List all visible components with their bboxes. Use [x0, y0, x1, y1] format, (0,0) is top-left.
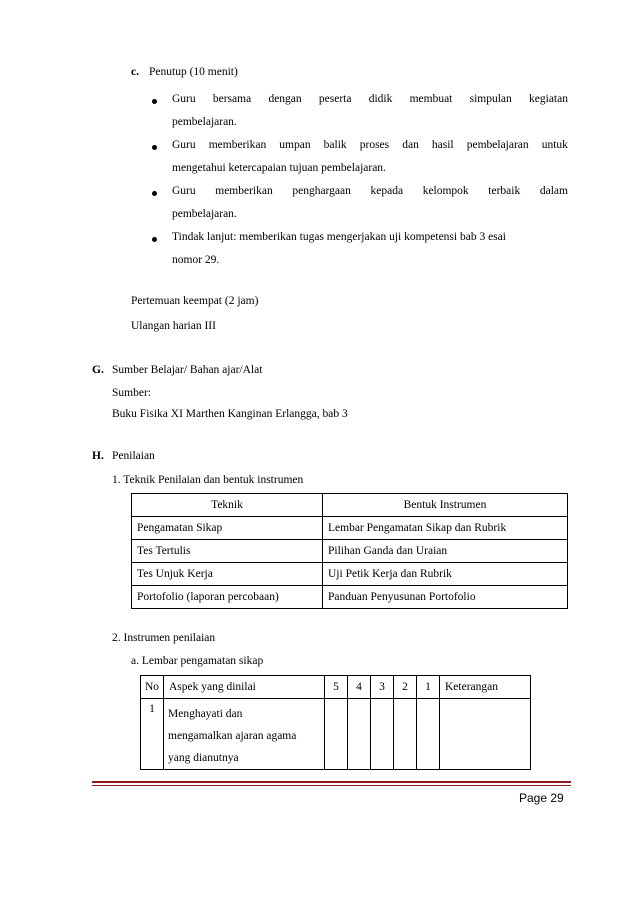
word: dan [402, 139, 419, 151]
table-header-cell: No [141, 676, 164, 699]
word: untuk [541, 139, 568, 151]
word: Guru [172, 185, 196, 197]
word: terbaik [488, 185, 521, 197]
table-header-cell: 5 [325, 676, 348, 699]
bullet-icon [152, 237, 157, 242]
table-cell: Portofolio (laporan percobaan) [132, 586, 323, 609]
footer-divider-thin [92, 785, 571, 786]
word: penghargaan [292, 185, 351, 197]
word: Guru [172, 93, 196, 105]
word: kelompok [422, 185, 469, 197]
word: balik [323, 139, 347, 151]
table-header-row [132, 494, 568, 517]
table-cell: Pilihan Ganda dan Uraian [323, 540, 568, 563]
bullet-3-line2: pembelajaran. [172, 208, 237, 220]
aspek-line: mengamalkan ajaran agama [168, 730, 297, 742]
word: dengan [268, 93, 302, 105]
word: memberikan [215, 185, 273, 197]
item-2-heading: 2. Instrumen penilaian [112, 632, 216, 644]
table-cell: Pengamatan Sikap [132, 517, 323, 540]
table-row [132, 563, 568, 586]
bullet-4-line1: Tindak lanjut: memberikan tugas mengerjakan uji kompetensi bab 3 esai [172, 231, 506, 243]
table-row [141, 699, 531, 770]
aspek-line: yang dianutnya [168, 752, 239, 764]
footer-divider [92, 781, 571, 783]
word: kegiatan [529, 93, 568, 105]
section-h-title: Penilaian [112, 450, 155, 462]
sikap-table [140, 675, 531, 770]
table-row [132, 586, 568, 609]
bullet-1-line1 [172, 93, 568, 105]
sumber-book: Buku Fisika XI Marthen Kanginan Erlangga, bab 3 [112, 408, 348, 420]
table-header-cell: Bentuk Instrumen [323, 494, 568, 517]
bullet-1-line2: pembelajaran. [172, 116, 237, 128]
score-cell[interactable] [325, 699, 348, 770]
bullet-3-line1 [172, 185, 568, 197]
page-number: Page 29 [519, 791, 564, 805]
table-header-cell: 4 [348, 676, 371, 699]
table-cell: Tes Tertulis [132, 540, 323, 563]
score-cell[interactable] [394, 699, 417, 770]
bullet-4-line2: nomor 29. [172, 254, 220, 266]
table-cell: Panduan Penyusunan Portofolio [323, 586, 568, 609]
word: simpulan [469, 93, 512, 105]
score-cell[interactable] [348, 699, 371, 770]
word: membuat [409, 93, 453, 105]
word: umpan [279, 139, 311, 151]
pertemuan-line: Pertemuan keempat (2 jam) [131, 295, 259, 307]
table-header-cell: 2 [394, 676, 417, 699]
section-g-title: Sumber Belajar/ Bahan ajar/Alat [112, 364, 263, 376]
score-cell[interactable] [417, 699, 440, 770]
table-header-cell: Teknik [132, 494, 323, 517]
section-h-letter: H. [92, 450, 104, 462]
score-cell[interactable] [371, 699, 394, 770]
word: Guru [172, 139, 196, 151]
aspek-cell [164, 699, 325, 770]
penutup-label: c. [131, 66, 139, 78]
sumber-label: Sumber: [112, 387, 151, 399]
penutup-heading: Penutup (10 menit) [149, 66, 238, 78]
word: kepada [370, 185, 404, 197]
bullet-icon [152, 99, 157, 104]
word: peserta [318, 93, 352, 105]
bullet-icon [152, 145, 157, 150]
word: bersama [212, 93, 252, 105]
table-header-cell: 1 [417, 676, 440, 699]
keterangan-cell[interactable] [440, 699, 531, 770]
word: dalam [539, 185, 568, 197]
table-header-row [141, 676, 531, 699]
word: hasil [431, 139, 454, 151]
word: pembelajaran [466, 139, 529, 151]
table-cell: Lembar Pengamatan Sikap dan Rubrik [323, 517, 568, 540]
item-1-heading: 1. Teknik Penilaian dan bentuk instrumen [112, 474, 304, 486]
row-number: 1 [141, 699, 164, 770]
teknik-table [131, 493, 568, 609]
word: didik [368, 93, 393, 105]
aspek-line: Menghayati dan [168, 708, 243, 720]
sub-a-heading: a. Lembar pengamatan sikap [131, 655, 264, 667]
word: memberikan [208, 139, 267, 151]
bullet-2-line2: mengetahui ketercapaian tujuan pembelajaran. [172, 162, 386, 174]
table-cell: Uji Petik Kerja dan Rubrik [323, 563, 568, 586]
ulangan-line: Ulangan harian III [131, 320, 216, 332]
table-header-cell: Aspek yang dinilai [164, 676, 325, 699]
bullet-2-line1 [172, 139, 568, 151]
table-header-cell: 3 [371, 676, 394, 699]
table-header-cell: Keterangan [440, 676, 531, 699]
section-g-letter: G. [92, 364, 104, 376]
word: proses [359, 139, 390, 151]
table-row [132, 517, 568, 540]
bullet-icon [152, 191, 157, 196]
table-cell: Tes Unjuk Kerja [132, 563, 323, 586]
table-row [132, 540, 568, 563]
